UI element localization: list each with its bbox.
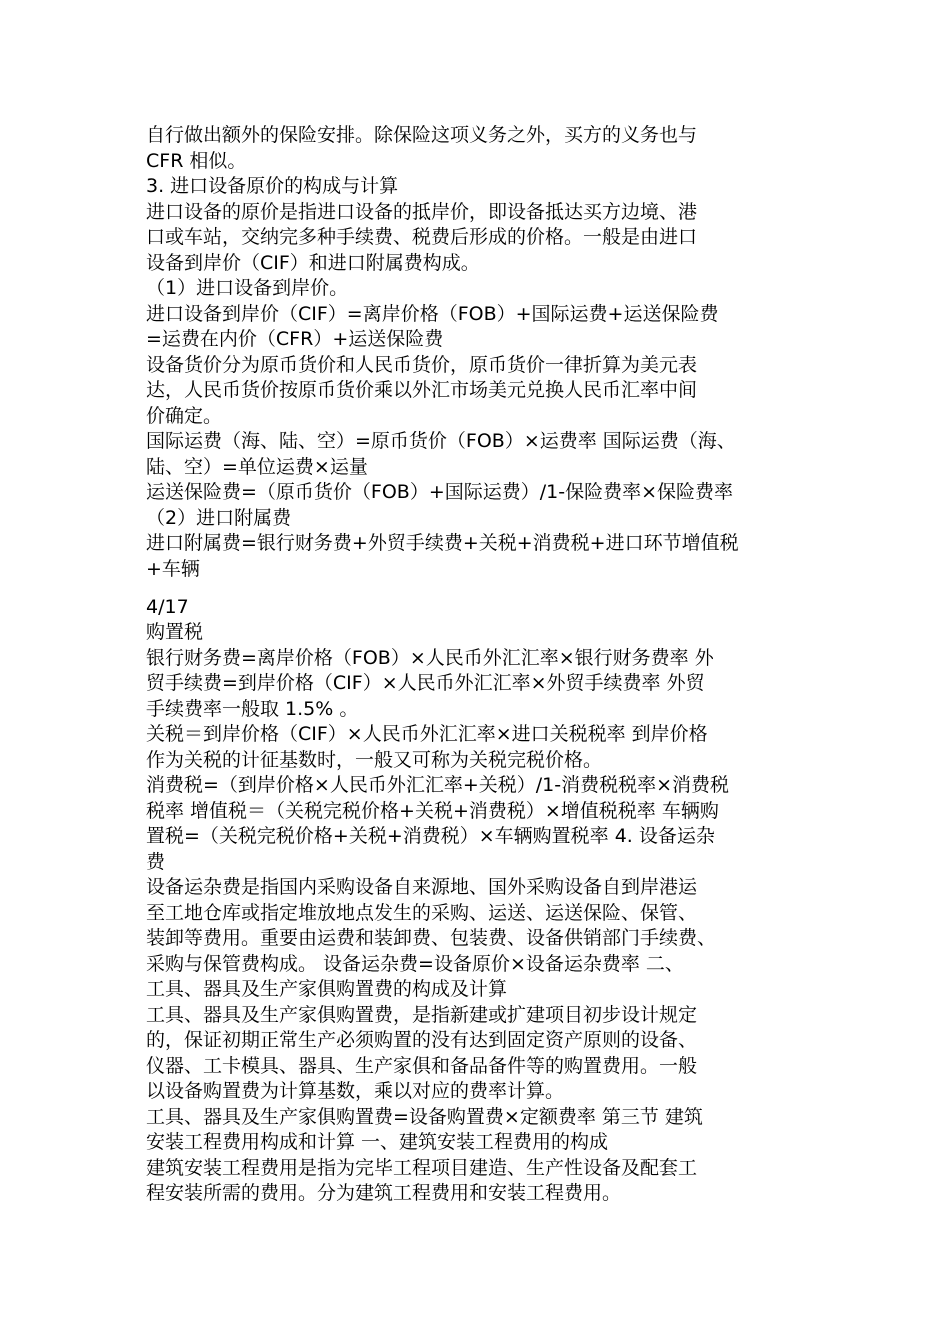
formula-line: +车辆 <box>146 557 200 580</box>
text-line: 装卸等费用。重要由运费和装卸费、包装费、设备供销部门手续费、 <box>146 927 717 949</box>
text-line: 手续费率一般取 1.5% 。 <box>146 697 359 720</box>
text-line: CFR 相似。 <box>146 149 247 172</box>
text-line: 至工地仓库或指定堆放地点发生的采购、运送、运送保险、保管、 <box>146 901 698 924</box>
formula-line: 消费税=（到岸价格×人民币外汇汇率+关税）/1-消费税税率×消费税 <box>146 774 730 796</box>
formula-line: 银行财务费=离岸价格（FOB）×人民币外汇汇率×银行财务费率 外 <box>146 646 714 669</box>
subsection-heading: （2）进口附属费 <box>146 506 292 529</box>
formula-line: 贸手续费=到岸价格（CIF）×人民币外汇汇率×外贸手续费率 外贸 <box>146 672 705 694</box>
text-line: 达，人民币货价按原币货价乘以外汇市场美元兑换人民币汇率中间 <box>146 379 698 401</box>
formula-line: 进口设备到岸价（CIF）=离岸价格（FOB）+国际运费+运送保险费 <box>146 302 719 325</box>
text-line: 进口设备的原价是指进口设备的抵岸价，即设备抵达买方边境、港 <box>146 200 698 223</box>
formula-line: 税率 增值税＝（关税完税价格+关税+消费税）×增值税税率 车辆购 <box>146 799 719 822</box>
text-line: 设备货价分为原币货价和人民币货价，原币货价一律折算为美元表 <box>146 353 698 376</box>
text-line: 购置税 <box>146 621 204 643</box>
text-line: 工具、器具及生产家俱购置费，是指新建或扩建项目初步设计规定 <box>146 1003 698 1026</box>
formula-line: 进口附属费=银行财务费+外贸手续费+关税+消费税+进口环节增值税 <box>146 532 739 554</box>
formula-line: 置税=（关税完税价格+关税+消费税）×车辆购置税率 4. 设备运杂 <box>146 825 715 847</box>
text-block-top <box>146 123 826 582</box>
text-line: 口或车站，交纳完多种手续费、税费后形成的价格。一般是由进口 <box>146 226 698 248</box>
formula-line: 关税＝到岸价格（CIF）×人民币外汇汇率×进口关税税率 到岸价格 <box>146 723 708 745</box>
formula-line: 陆、空）=单位运费×运量 <box>146 455 368 478</box>
text-line: 设备到岸价（CIF）和进口附属费构成。 <box>146 251 480 274</box>
text-line: 作为关税的计征基数时，一般又可称为关税完税价格。 <box>146 748 603 771</box>
text-line: 设备运杂费是指国内采购设备自来源地、国外采购设备自到岸港运 <box>146 876 698 898</box>
text-line: 程安装所需的费用。分为建筑工程费用和安装工程费用。 <box>146 1182 622 1204</box>
section-heading: 工具、器具及生产家俱购置费的构成及计算 <box>146 978 508 1000</box>
formula-line: 采购与保管费构成。 设备运杂费=设备原价×设备运杂费率 二、 <box>146 952 684 975</box>
formula-line: 运送保险费=（原币货价（FOB）+国际运费）/1-保险费率×保险费率 <box>146 481 734 503</box>
text-line: 以设备购置费为计算基数，乘以对应的费率计算。 <box>146 1080 565 1102</box>
subsection-heading: （1）进口设备到岸价。 <box>146 277 349 299</box>
section-heading: 安装工程费用构成和计算 一、建筑安装工程费用的构成 <box>146 1131 609 1153</box>
formula-line: =运费在内价（CFR）+运送保险费 <box>146 328 444 350</box>
text-line: 仪器、工卡模具、器具、生产家俱和备品备件等的购置费用。一般 <box>146 1054 698 1077</box>
text-line: 建筑安装工程费用是指为完毕工程项目建造、生产性设备及配套工 <box>146 1156 698 1179</box>
text-line: 费 <box>146 850 166 873</box>
text-line: 价确定。 <box>146 404 223 427</box>
formula-line: 国际运费（海、陆、空）=原币货价（FOB）×运费率 国际运费（海、 <box>146 430 736 452</box>
text-line: 自行做出额外的保险安排。除保险这项义务之外，买方的义务也与 <box>146 124 698 146</box>
text-block-bottom <box>146 595 826 1207</box>
page-number: 4/17 <box>146 595 189 618</box>
text-line: 的，保证初期正常生产必须购置的没有达到固定资产原则的设备、 <box>146 1029 698 1051</box>
section-heading: 3. 进口设备原价的构成与计算 <box>146 175 399 197</box>
formula-line: 工具、器具及生产家俱购置费=设备购置费×定额费率 第三节 建筑 <box>146 1105 703 1128</box>
